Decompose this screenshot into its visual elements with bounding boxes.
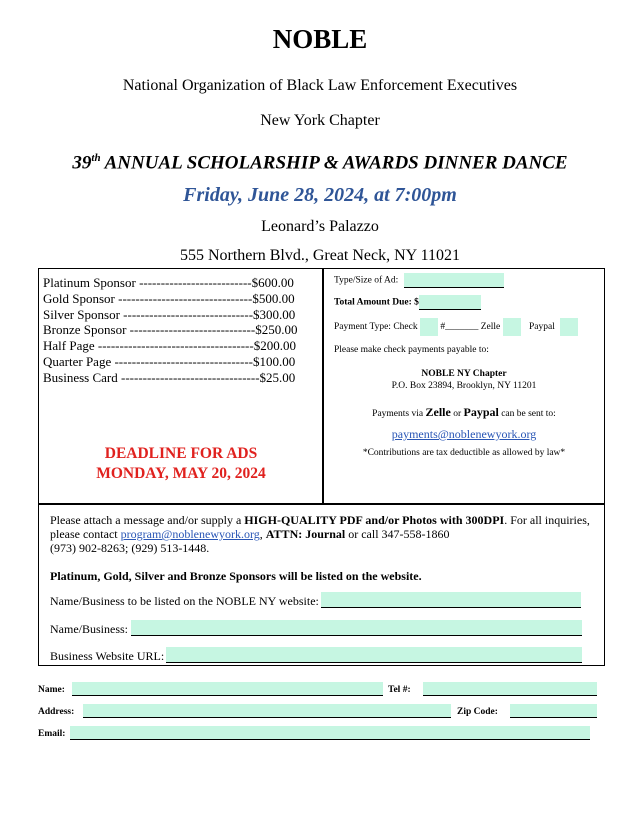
total-due-row <box>334 295 481 310</box>
program-email-link[interactable]: program@noblenewyork.org <box>120 527 260 541</box>
email-label: Email: <box>38 729 66 739</box>
tel-label: Tel #: <box>388 685 411 695</box>
paypal-label: Paypal <box>528 322 555 333</box>
payment-email-link[interactable]: payments@noblenewyork.org <box>391 427 537 441</box>
website-listing-label: Name/Business to be listed on the NOBLE NY website: <box>50 594 319 608</box>
zelle-label: Zelle <box>480 322 501 333</box>
price-platinum: Platinum Sponsor --------------------------$600.00 <box>43 275 294 290</box>
website-url-field[interactable] <box>166 647 582 663</box>
type-size-field[interactable] <box>404 273 504 288</box>
address-label: Address: <box>38 707 75 717</box>
price-half-page: Half Page ------------------------------------$200.00 <box>43 338 296 354</box>
event-ordinal: 39 <box>72 152 92 174</box>
payment-email-row <box>324 427 604 442</box>
deadline-line-2: MONDAY, MAY 20, 2024 <box>96 465 266 482</box>
event-address: 555 Northern Blvd., Great Neck, NY 11021 <box>179 247 461 264</box>
event-title <box>0 152 640 174</box>
deadline-notice <box>40 444 322 484</box>
check-checkbox[interactable] <box>420 318 438 336</box>
payee-name: NOBLE NY Chapter <box>421 369 507 379</box>
via-prefix: Payments via <box>372 409 424 419</box>
total-due-label: Total Amount Due: $ <box>334 297 419 308</box>
instructions-phones: (973) 902-8263; (929) 513-1448. <box>50 541 210 555</box>
via-paypal: Paypal <box>463 405 499 419</box>
website-url-label: Business Website URL: <box>50 649 165 663</box>
instructions-text-d: , <box>259 527 266 541</box>
email-field[interactable] <box>70 726 590 740</box>
payee-address: P.O. Box 23894, Brooklyn, NY 11201 <box>391 381 537 391</box>
payment-methods-note <box>324 405 604 420</box>
price-bronze: Bronze Sponsor -----------------------------$250.00 <box>43 322 298 338</box>
via-suffix: can be sent to: <box>501 409 556 419</box>
total-due-field[interactable] <box>419 295 481 310</box>
website-listing-field[interactable] <box>321 592 581 608</box>
name-business-label: Name/Business: <box>50 622 128 636</box>
type-size-row <box>334 273 504 288</box>
deadline-line-1: DEADLINE FOR ADS <box>104 445 258 462</box>
name-label: Name: <box>38 685 65 695</box>
tax-note: *Contributions are tax deductible as allowed by law* <box>362 448 566 458</box>
tel-field[interactable] <box>423 682 597 696</box>
event-ordinal-suffix: th <box>91 152 101 164</box>
event-date: Friday, June 28, 2024, at 7:00pm <box>183 184 457 206</box>
event-venue: Leonard’s Palazzo <box>261 218 379 235</box>
type-size-label: Type/Size of Ad: <box>334 275 399 286</box>
payment-type-label: Payment Type: Check <box>334 322 418 333</box>
org-short-title: NOBLE <box>272 24 368 54</box>
instructions-text-a: Please attach a message and/or supply a <box>50 513 245 527</box>
via-or: or <box>453 409 462 419</box>
instructions-text-c: . For all inquiries, please contact <box>50 513 590 541</box>
price-quarter-page: Quarter Page --------------------------------$100.00 <box>43 353 296 369</box>
org-full-name: National Organization of Black Law Enforcement Executives <box>122 77 518 94</box>
zelle-checkbox[interactable] <box>503 318 521 336</box>
event-title-text: ANNUAL SCHOLARSHIP & AWARDS DINNER DANCE <box>100 152 568 174</box>
price-business-card: Business Card --------------------------------$25.00 <box>43 369 296 385</box>
payable-note: Please make check payments payable to: <box>334 345 489 355</box>
paypal-checkbox[interactable] <box>560 318 578 336</box>
price-gold: Gold Sponsor -------------------------------$500.00 <box>43 290 295 306</box>
zip-label: Zip Code: <box>457 707 498 717</box>
section-divider <box>38 503 605 505</box>
payment-type-row <box>334 318 578 336</box>
sponsors-note: Platinum, Gold, Silver and Bronze Sponsors will be listed on the website. <box>50 569 422 583</box>
chapter-name: New York Chapter <box>260 112 380 129</box>
price-list <box>43 275 297 386</box>
instructions-quality: HIGH-QUALITY PDF and/or Photos with 300DPI <box>244 513 505 527</box>
address-field[interactable] <box>83 704 451 718</box>
zip-field[interactable] <box>510 704 597 718</box>
instructions-paragraph <box>50 513 590 555</box>
price-silver: Silver Sponsor ------------------------------$300.00 <box>43 306 296 322</box>
instructions-attn: ATTN: Journal <box>265 527 346 541</box>
via-zelle: Zelle <box>425 405 451 419</box>
name-field[interactable] <box>72 682 383 696</box>
check-number-label: #_______ <box>440 322 479 333</box>
name-business-field[interactable] <box>131 620 582 636</box>
instructions-text-f: or call 347-558-1860 <box>345 527 450 541</box>
